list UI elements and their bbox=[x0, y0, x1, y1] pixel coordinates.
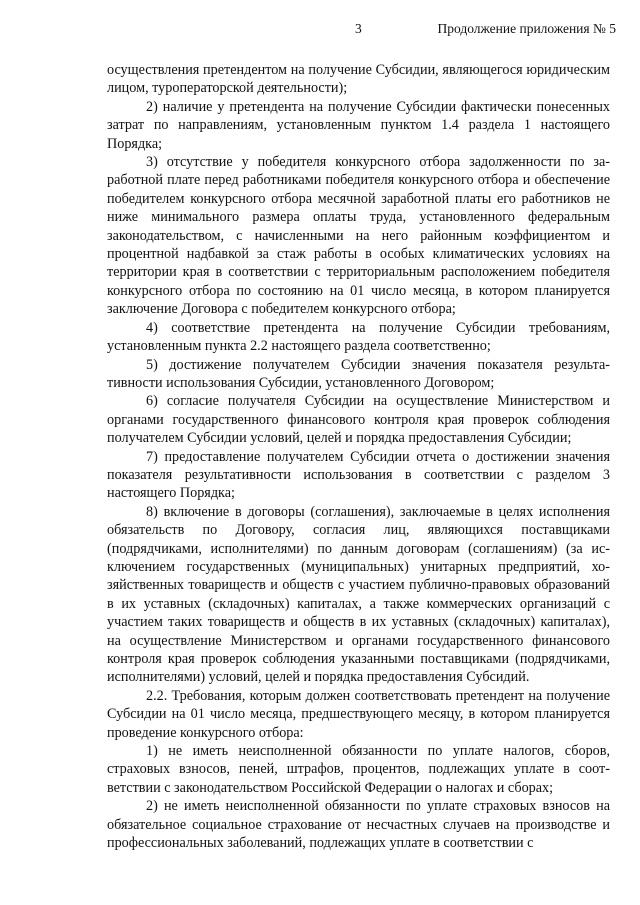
paragraph-item-3: 3) отсутствие у победителя конкурсного отбора задолженности по заработной плате перед работниками победителя конкурсного отбора и обеспечение победителем конкурсного отбора месячной заработной платы его работников не ниже минимального размера оплаты труда, установленного федеральным законодательством, с начисленными на него районным коэффициентом и процентной надбавкой за стаж работы в особых климатических условиях на территории края в соответствии с территориальным расположением победителя конкурсного отбора по состоянию на 01 число месяца, в котором планируется заключение Договора с победителем конкурсного отбора; bbox=[107, 154, 610, 318]
paragraph-item-4: 4) соответствие претендента на получение Субсидии требованиям, установленным пункта 2.2 настоящего раздела соответственно; bbox=[107, 319, 610, 355]
page-number: 3 bbox=[355, 21, 362, 36]
paragraph-item-5: 5) достижение получателем Субсидии значения показателя результативности использования Субсидии, установленного Договором; bbox=[107, 356, 610, 391]
paragraph-item-8: 8) включение в договоры (соглашения), заключаемые в целях исполнения обязательств по Договору, согласия лиц, являющихся поставщиками (подрядчиками, исполнителями) по данным договорам (соглашениям) (за исключением государственных (муниципальных) унитарных предприятий, хозяйственных товариществ и обществ с участием публично-правовых образований в их уставных (складочных) капиталах, а также коммерческих организаций с участием таких товариществ и обществ в их уставных (складочных) капиталах), на осуществление Министерством и органами государственного финансового контроля края проверок соблюдения указанными поставщиками (подрядчиками, исполнителями) условий, целей и порядка предоставления Субсидий. bbox=[107, 503, 610, 686]
paragraph-section-2-2: 2.2. Требования, которым должен соответствовать претендент на получение Субсидии на 01 число месяца, предшествующего месяцу, в котором планируется проведение конкурсного отбора: bbox=[107, 687, 610, 741]
paragraph-item-7: 7) предоставление получателем Субсидии отчета о достижении значения показателя результативности использования в соответствии с разделом 3 настоящего Порядка; bbox=[107, 448, 610, 502]
document-body bbox=[107, 61, 610, 852]
paragraph-requirement-2: 2) не иметь неисполненной обязанности по уплате страховых взносов на обязательное социальное страхование от несчастных случаев на производстве и профессиональных заболеваний, подлежащих уплате в соответствии с bbox=[107, 798, 610, 852]
appendix-caption: Продолжение приложения № 5 bbox=[437, 21, 616, 36]
paragraph-item-6: 6) согласие получателя Субсидии на осуществление Министерством и органами государственного финансового контроля края проверок соблюдения получателем Субсидии условий, целей и порядка предоставления Субсидии; bbox=[107, 393, 610, 447]
paragraph-item-2: 2) наличие у претендента на получение Субсидии фактически понесенных затрат по направлениям, установленным пунктом 1.4 раздела 1 настоящего Порядка; bbox=[107, 98, 610, 152]
paragraph-requirement-1: 1) не иметь неисполненной обязанности по уплате налогов, сборов, страховых взносов, пеней, штрафов, процентов, подлежащих уплате в соответствии с законодательством Российской Федерации о налогах и сборах; bbox=[107, 743, 610, 796]
paragraph-continuation: осуществления претендентом на получение Субсидии, являющегося юридическим лицом, туроператорской деятельности); bbox=[107, 62, 610, 97]
